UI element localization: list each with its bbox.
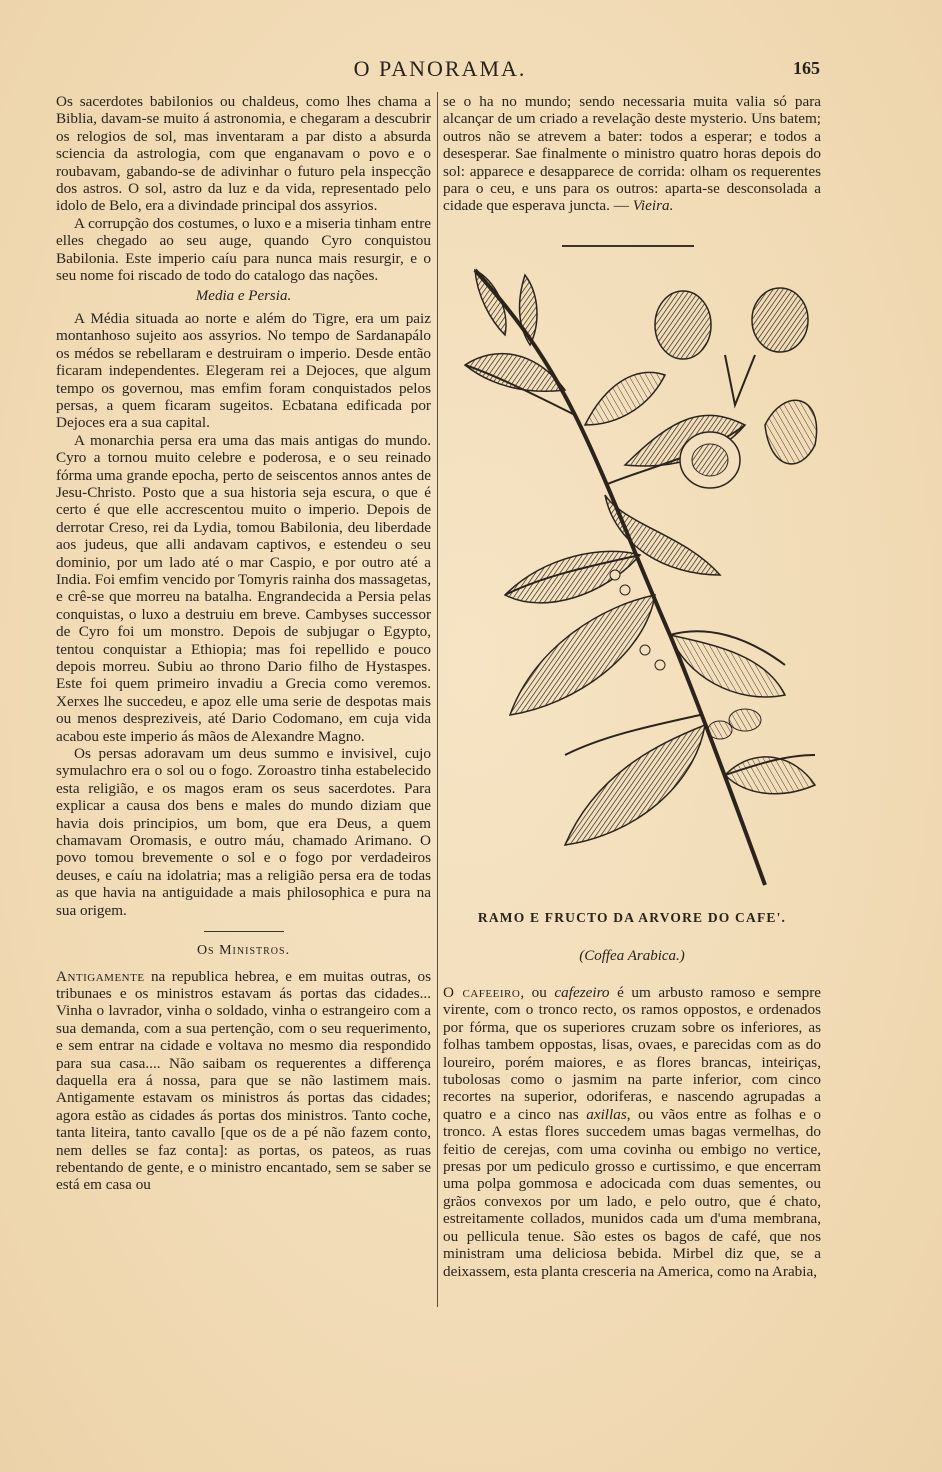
coffee-branch-icon	[455, 255, 825, 895]
paragraph-cafeeiro-text-c: , ou vãos entre as folhas e o tronco. A estas flores succedem umas bagas vermelhas, do feitio de cerejas, com uma covinha ou embigo no vertice, presas por um pediculo grosso e curtissimo, e que encerram uma polpa gommosa e adocicada com duas sementes, ou grãos convexos por um lado, e pelo outro, que é chato, estreitamente collados, munidos cada um d'uma membrana, ou pellicula tenue. São estes os bagos de café, que nos ministram uma deliciosa bebida. Mirbel diz que, se a deixassem, esta planta cresceria na America, como na Arabia,	[443, 1105, 821, 1280]
paragraph-ministros-text: na republica hebrea, e em muitas outras, os tribunaes e os ministros estavam ás portas das cidades... Vinha o lavrador, vinha o soldado, vinha o estrangeiro com a sua demanda, com a sua pertenção, com o seu requerimento, e sem entrar na cidade e voltava no mesmo dia respondido para sua casa.... Não saibam os requerentes a differença daquella era á nossa, para que se não lastimem mais. Antigamente estavam os ministros ás portas das cidades; agora estão as cidades ás portas dos ministros. Tanto coche, tanta liteira, tanto cavallo [que os de a pé não fazem conto, nem delles se faz conta]: as portas, os pateos, as ruas rebentando de gente, e o ministro encantado, sem se saber se está em casa ou	[56, 967, 431, 1194]
paragraph-cafeeiro	[443, 984, 821, 1280]
right-column-bottom	[443, 984, 821, 1280]
lead-word: Antigamente	[56, 967, 145, 985]
left-column	[56, 93, 431, 1194]
paragraph-persian-religion: Os persas adoravam um deus summo e invisivel, cujo symulachro era o sol ou o fogo. Zoroastro tinha estabelecido esta religião, e os magos eram os seus sacerdotes. Para explicar a causa dos bens e males do mundo diziam que havia dois principios, um bom, que era Deus, a quem chamavam Oromasis, e outro máu, chamado Arimano. O povo tomou brevemente o sol e o fogo por verdadeiros deuses, e caíu na idolatria; mas a religião persa era de todas as que havia na antiguidade a mais philosophica e pura na sua origem.	[56, 745, 431, 919]
column-divider	[437, 92, 438, 1307]
paragraph-babylon-fall: A corrupção dos costumes, o luxo e a miseria tinham entre elles chegado ao seu auge, quando Cyro conquistou Babilonia. Este imperio caíu para nunca mais resurgir, e o seu nome foi riscado de todo do catalogo das nações.	[56, 214, 431, 285]
paragraph-persian-monarchy: A monarchia persa era uma das mais antigas do mundo. Cyro a tornou muito celebre e poderosa, e o seu reinado fórma uma grande epocha, perto de seiscentos annos antes de Jesu-Christo. Posto que a sua historia seja escura, o que é certo é que elle accrescentou muito o imperio. Depois de derrotar Creso, rei da Lydia, tomou Babilonia, deu liberdade aos judeus, que alli andavam captivos, e estendeu o seu dominio, por um lado até o mar Caspio, e por outro até a India. Foi emfim vencido por Tomyris rainha dos massagetas, e crê-se que morreu na batalha. Engrandecida a Persia pelas conquistas, o luxo a destruiu em breve. Cambyses successor de Cyro foi um monstro. Depois de subjugar o Egypto, tentou conquistar a Ethiopia; mas foi repellido e pouco depois morreu. Subiu ao throno Dario filho de Hystaspes. Este foi quem primeiro invadiu a Grecia como veremos. Xerxes lhe succedeu, e apoz elle uma serie de despotas mais ou menos despreziveis, até Dario Codomano, em cuja vida acabou este imperio ás mãos de Alexandre Magno.	[56, 431, 431, 745]
paragraph-ministros	[56, 968, 431, 1194]
illustration-divider	[562, 245, 694, 247]
illustration-subcaption: (Coffea Arabica.)	[579, 948, 685, 964]
section-heading-media-persia: Media e Persia.	[195, 288, 292, 305]
page-number: 165	[793, 58, 820, 78]
section-heading-ministros: Os Ministros.	[196, 943, 291, 959]
paragraph-cafeeiro-text-b: é um arbusto ramoso e sempre virente, com o tronco recto, os ramos oppostos, e ordenados por fórma, que os superiores cruzam sobre os inferiores, as folhas tambem oppostas, lisas, ovaes, e parecidas com as do loureiro, porém maiores, e as flores brancas, inteiriças, tubolosas como o jasmim na parte inferior, com cinco recortes na superior, odoriferas, e nascendo agrupadas a quatro e a cinco nas	[443, 984, 822, 1123]
author-attribution: Vieira.	[632, 197, 674, 215]
page-title: O PANORAMA.	[353, 56, 527, 81]
lead-word: O cafeeiro	[443, 984, 521, 1001]
paragraph-babylon-priests: Os sacerdotes babilonios ou chaldeus, como lhes chama a Biblia, davam-se muito á astronomia, e chegaram a descubrir os relogios de sol, mas inventaram a par disto a absurda sciencia da astrologia, com que enganavam o povo e o roubavam, gabando-se de adivinhar o futuro pela inspecção dos astros. O sol, astro da luz e da vida, representado pelo idolo de Belo, era a divindade principal dos assyrios.	[56, 93, 431, 215]
paragraph-cafeeiro-text-a: , ou	[520, 984, 555, 1001]
section-divider	[204, 931, 284, 932]
illustration-caption: RAMO E FRUCTO DA ARVORE DO CAFE'.	[477, 910, 787, 925]
coffee-branch-illustration	[455, 255, 825, 895]
paragraph-ministros-continued	[443, 93, 821, 215]
term-cafezeiro: cafezeiro	[554, 984, 610, 1001]
paragraph-ministros-continued-text: se o ha no mundo; sendo necessaria muita valia só para alcançar de um criado a revelação deste mysterio. Uns batem; outros não se atrevem a bater: todos a esperar; e todos a desesperar. Sae finalmente o ministro quatro horas depois do sol: apparece e desapparece de corrida: olham os requerentes para o ceu, e uns para os outros: aparta-se desconsolada a cidade que esperava juncta. —	[443, 93, 821, 215]
paragraph-media: A Média situada ao norte e além do Tigre, era um paiz montanhoso sujeito aos assyrios. No tempo de Sardanapálo os médos se rebellaram e destruiram o imperio. Desde então ficaram independentes. Elegeram rei a Dejoces, que algum tempo os governou, mas emfim foram conquistados pelos persas, a quem ficaram sugeitos. Ecbatana edificada por Dejoces era a sua capital.	[56, 309, 431, 432]
running-head	[0, 52, 942, 86]
right-column-top	[443, 93, 821, 215]
term-axillas: axillas	[586, 1105, 627, 1123]
